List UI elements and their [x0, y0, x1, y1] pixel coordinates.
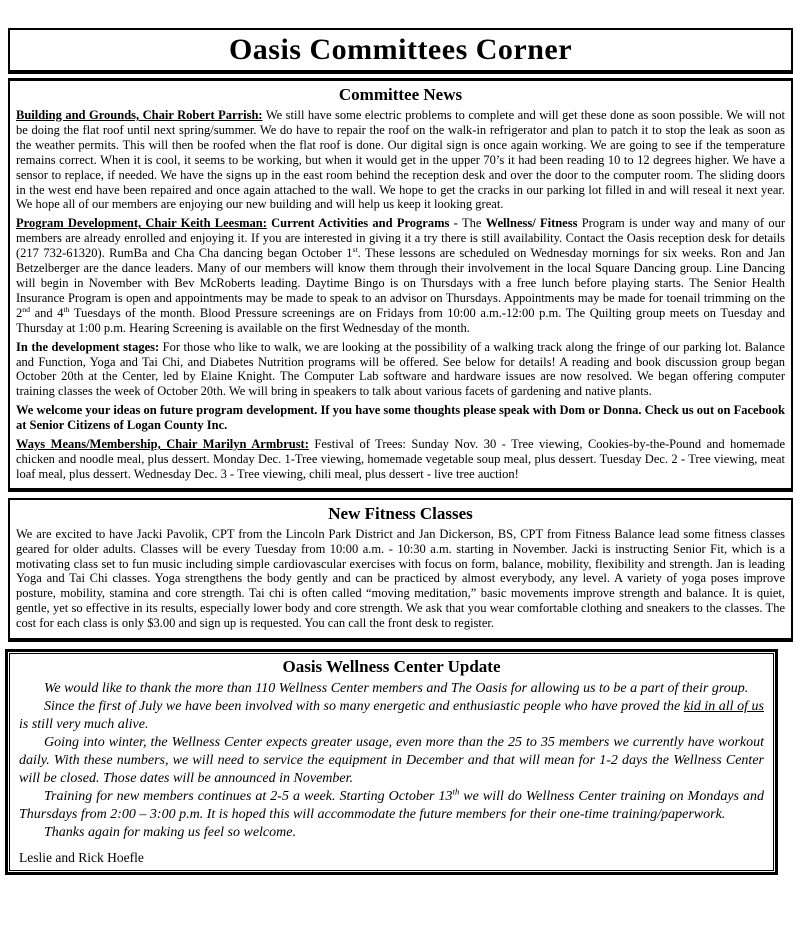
wellness-update-body [19, 680, 764, 842]
paragraph-wellness-thanks: We would like to thank the more than 110 Wellness Center members and The Oasis for allowing us to be a part of their group. [44, 681, 749, 697]
paragraph-development-stages: In the development stages: For those who like to walk, we are looking at the possibility of a walking track along the fringe of our parking lot. Balance and Function, Yoga and Tai Chi, and Diabetes Nutrition programs will be offered. See below for details! A reading and book discussion group began October 20th at the Center, led by Elaine Knight. The Computer Lab software and hardware issues are now resolved. We began offering computer training classes the week of October 20th. We will bring in speakers to talk about various facets of gardening and native plants. [16, 339, 785, 399]
new-fitness-classes-body [16, 527, 785, 631]
committee-news-body [16, 108, 785, 482]
paragraph-welcome-ideas: We welcome your ideas on future program development. If you have some thoughts please speak with Dom or Donna. Check us out on Facebook at Senior Citizens of Logan County Inc. [16, 403, 785, 433]
paragraph-fitness-classes: We are excited to have Jacki Pavolik, CPT from the Lincoln Park District and Jan Dickerson, BS, CPT from Fitness Balance lead some fitness classes geared for older adults. Classes will be every Tuesday from 10:00 a.m. - 10:30 a.m. starting in November. Jacki is instructing Senior Fit, which is a motivating class set to fun music including simple cardiovascular exercises with focus on form, balance, mobility, flexibility and strength. Jan is leading Yoga and Tai Chi classes. Yoga strengthens the body gently and can be practiced by almost everybody, any level. A variety of yoga poses improve posture, mobility, stamina and core strength. Tai chi is often called “moving meditation,” basic movements improve strength and balance. It is quiet, gentle, yet so effective in its results, especially lower body and core strength. We ask that you wear comfortable clothing and sneakers to the classes. The cost for each class is only $3.00 and sign up is requested. You can call the front desk to register. [16, 526, 785, 631]
section-committee-news [8, 78, 793, 492]
committee-news-heading: Committee News [338, 85, 463, 104]
wellness-update-heading: Oasis Wellness Center Update [282, 657, 501, 677]
page-title: Oasis Committees Corner [228, 33, 573, 66]
wellness-update-inner-frame [9, 653, 774, 871]
signature: Leslie and Rick Hoefle [19, 850, 144, 866]
paragraph-ways-means-membership: Ways Means/Membership, Chair Marilyn Armbrust: Festival of Trees: Sunday Nov. 30 - Tree viewing, Cookies-by-the-Pound and homemade chicken and noodle meal, plus dessert. Monday Dec. 1-Tree viewing, homemade vegetable soup meal, plus dessert. Tuesday Dec. 2 - Tree viewing, meat loaf meal, plus dessert. Wednesday Dec. 3 - Tree viewing, chili meal, plus dessert - live tree auction! [16, 437, 785, 481]
paragraph-wellness-training: Training for new members continues at 2-5 a week. Starting October 13th we will do Wellness Center training on Mondays and Thursdays from 2:00 – 3:00 p.m. It is hoped this will accommodate the future members for their one-time training/paperwork. [19, 786, 764, 823]
paragraph-wellness-winter: Going into winter, the Wellness Center expects greater usage, even more than the 25 to 35 members we currently have workout daily. With these numbers, we will need to service the equipment in December and that will mean for 1-2 days the Wellness Center will be closed. Those dates will be announced in November. [19, 735, 764, 787]
title-box [8, 28, 793, 74]
new-fitness-classes-heading: New Fitness Classes [328, 503, 473, 523]
paragraph-program-development: Program Development, Chair Keith Leesman: Current Activities and Programs - The Wellness/ Fitness Program is under way and many of our members are already enrolled and enjoying it. If you are interested in giving it a try there is still availability. Contact the Oasis reception desk for details (217 732-61320). RumBa and Cha Cha dancing began October 1st. These lessons are scheduled on Wednesday mornings for six weeks. Ron and Jan Betzelberger are the dance leaders. Many of our members will know them through their involvement in the local Square Dancing group. Line Dancing will begin in November with Bev McRoberts leading. Daytime Bingo is on Thursdays with a free lunch before playing starts. The Senior Health Insurance Program is open and appointments may be made to speak to an advisor on Thursdays. Appointments may be made for toenail trimming on the 2nd and 4th Tuesdays of the month. Blood Pressure screenings are on Fridays from 10:00 a.m.-12:00 p.m. The Quilting group meets on Tuesday and Thursday at 1:00 p.m. Hearing Screening is available on the first Wednesday of the month. [16, 216, 785, 335]
section-wellness-update [5, 649, 778, 875]
paragraph-building-and-grounds: Building and Grounds, Chair Robert Parrish: We still have some electric problems to complete and will get these done as soon possible. We will not be doing the flat roof until next spring/summer. We do have to repair the roof on the walk-in refrigerator and plan to patch it to stop the leak as soon as the weather permits. This will then be roofed when the flat roof is done. Our digital sign is once again working. We are going to see if the temperature remains correct. When it is cool, it seems to be working, but when it would get in the upper 70’s it had been reading 10 to 12 degrees higher. We have a sensor to replace, if needed. We have the signs up in the east room behind the reception desk and over the door to the computer room. The sliding doors in the west end have been repaired and once again attached to the wall. We hope to get the cracks in our parking lot filled in and will reseal it next year. We hope all of our members are enjoying our new building and will help us keep it looking great. [16, 108, 785, 212]
section-new-fitness-classes [8, 498, 793, 642]
paragraph-wellness-welcome: Thanks again for making us feel so welcome. [44, 825, 296, 841]
paragraph-wellness-july: Since the first of July we have been involved with so many energetic and enthusiastic people who have proved the kid in all of us is still very much alive. [19, 699, 764, 733]
